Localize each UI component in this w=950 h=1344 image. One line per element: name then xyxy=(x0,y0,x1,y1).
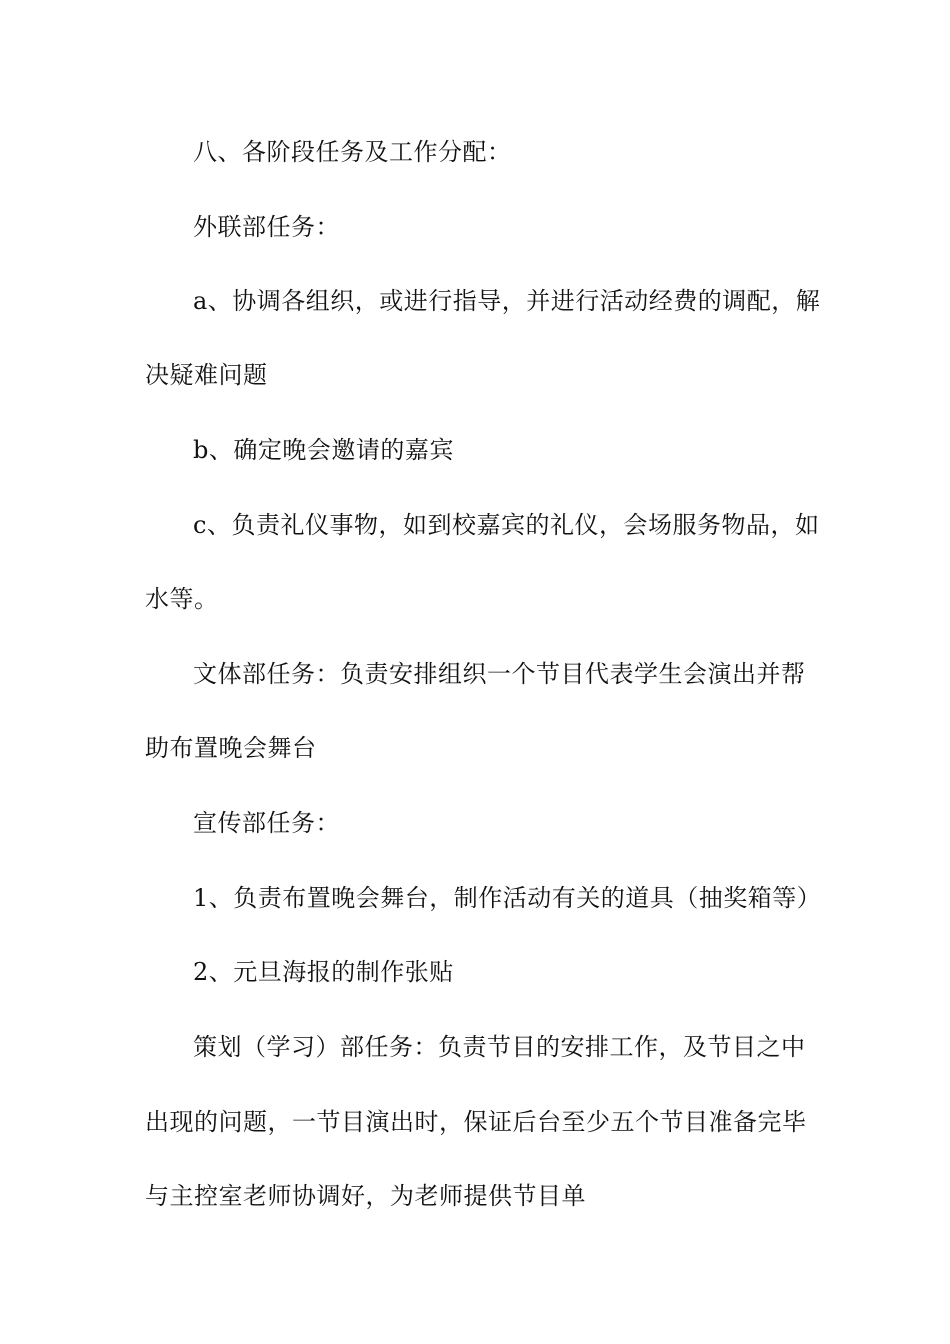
paragraph-line: 水等。 xyxy=(145,585,219,613)
paragraph-line: 1、负责布置晚会舞台，制作活动有关的道具（抽奖箱等） xyxy=(193,884,822,912)
paragraph-line: 助布置晚会舞台 xyxy=(145,734,317,762)
paragraph-line: b、确定晚会邀请的嘉宾 xyxy=(193,436,454,464)
paragraph-line: 外联部任务： xyxy=(193,213,340,241)
paragraph-line: a、协调各组织，或进行指导，并进行活动经费的调配，解 xyxy=(193,287,821,315)
paragraph-line: 宣传部任务： xyxy=(193,809,340,837)
paragraph-line: 策划（学习）部任务：负责节目的安排工作，及节目之中 xyxy=(193,1033,806,1061)
paragraph-line: 与主控室老师协调好，为老师提供节目单 xyxy=(145,1182,586,1210)
section-heading: 八、各阶段任务及工作分配： xyxy=(193,138,512,166)
paragraph-line: 出现的问题，一节目演出时，保证后台至少五个节目准备完毕 xyxy=(145,1108,807,1136)
paragraph-line: 2、元旦海报的制作张贴 xyxy=(193,958,454,986)
paragraph-line: 文体部任务：负责安排组织一个节目代表学生会演出并帮 xyxy=(193,660,806,688)
paragraph-line: c、负责礼仪事物，如到校嘉宾的礼仪，会场服务物品，如 xyxy=(193,511,820,539)
paragraph-line: 决疑难问题 xyxy=(145,361,268,389)
